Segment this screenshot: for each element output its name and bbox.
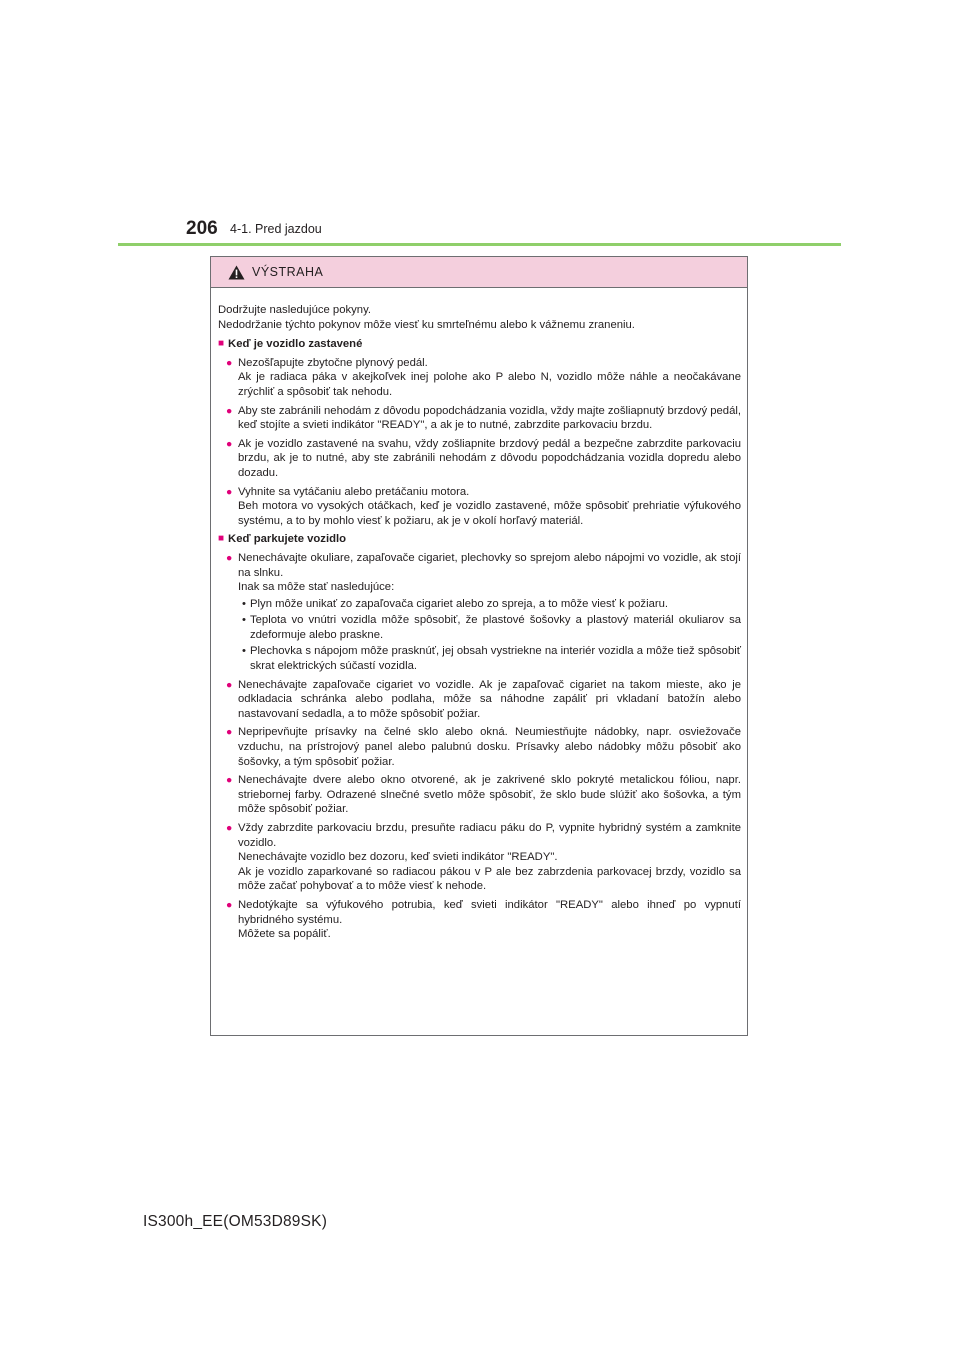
header-rule: [118, 243, 841, 246]
bullet-text: [238, 404, 741, 433]
warning-title: VÝSTRAHA: [252, 265, 324, 279]
sub-bullet-dot-icon: •: [242, 645, 246, 658]
bullet-line: Ak je radiaca páka v akejkoľvek inej polohe ako P alebo N, vozidlo môže náhle a neočakávane zrýchliť a spôsobiť tak nehodu.: [238, 371, 741, 398]
bullet-line: Vždy zabrzdite parkovaciu brzdu, presuňte radiacu páku do P, vypnite hybridný systém a zamknite vozidlo.: [238, 822, 741, 849]
bullet-line: Vyhnite sa vytáčaniu alebo pretáčaniu motora.: [238, 485, 470, 498]
document-code: IS300h_EE(OM53D89SK): [143, 1213, 328, 1230]
bullet-item: [226, 485, 741, 529]
bullet-item: [226, 821, 741, 894]
sub-bullet-text: Plechovka s nápojom môže prasknúť, jej obsah vystriekne na interiér vozidla a môže tiež spôsobiť skrat elektrických súčastí vozidla.: [250, 645, 741, 673]
bullet-item: [226, 437, 741, 481]
bullet-dot-icon: ●: [226, 356, 233, 369]
warning-header: [211, 257, 747, 288]
bullet-line: Nenechávajte vozidlo bez dozoru, keď svieti indikátor "READY".: [238, 851, 558, 864]
bullet-text: [238, 898, 741, 942]
sub-bullet-item: [238, 613, 741, 642]
bullet-text: [238, 725, 741, 769]
bullet-line: Môžete sa popáliť.: [238, 928, 331, 941]
bullet-line: Ak je vozidlo zastavené na svahu, vždy zošliapnite brzdový pedál a bezpečne zabrzdite parkovaciu brzdu, ak je to nutné, aby ste zabránili nehodám z dôvodu popodchádzania vozidla dopredu alebo dozadu.: [238, 437, 741, 479]
bullet-dot-icon: ●: [226, 774, 233, 787]
bullet-item: [226, 898, 741, 942]
section-heading: [218, 532, 741, 547]
bullet-line: Beh motora vo vysokých otáčkach, keď je vozidlo zastavené, môže spôsobiť prehriatie výfukového systému, a to by mohlo viesť k požiaru, ak je v okolí horľavý materiál.: [238, 500, 741, 527]
intro-line: Nedodržanie týchto pokynov môže viesť ku smrteľnému alebo k vážnemu zraneniu.: [218, 318, 635, 331]
bullet-dot-icon: ●: [226, 726, 233, 739]
bullet-line: Nezošľapujte zbytočne plynový pedál.: [238, 356, 428, 369]
bullet-item: [226, 356, 741, 400]
bullet-line: Nenechávajte okuliare, zapaľovače cigariet, plechovky so sprejom alebo nápojmi vo vozidle, ak stojí na slnku.: [238, 551, 741, 579]
bullet-dot-icon: ●: [226, 485, 233, 498]
bullet-dot-icon: ●: [226, 898, 233, 911]
intro-line: Dodržujte nasledujúce pokyny.: [218, 304, 372, 316]
bullet-text: [238, 551, 741, 674]
bullet-item: [226, 678, 741, 722]
bullet-line: Inak sa môže stať nasledujúce:: [238, 581, 395, 594]
warning-intro: [218, 303, 741, 332]
section-heading-text: Keď je vozidlo zastavené: [228, 338, 363, 351]
sub-bullet-text: Plyn môže unikať zo zapaľovača cigariet alebo zo spreja, a to môže viesť k požiaru.: [250, 597, 669, 610]
square-bullet-icon: ■: [218, 533, 225, 545]
bullet-dot-icon: ●: [226, 437, 233, 450]
warning-body: [211, 288, 747, 942]
page-number: 206: [186, 218, 218, 239]
bullet-text: [238, 678, 741, 722]
sub-bullet-dot-icon: •: [242, 597, 246, 610]
sub-bullet-text: Teplota vo vnútri vozidla môže spôsobiť, že plastové šošovky a plastový materiál okuliarov sa zdeformuje alebo praskne.: [250, 614, 741, 641]
bullet-text: [238, 356, 741, 400]
bullet-line: Nepripevňujte prísavky na čelné sklo alebo okná. Neumiestňujte nádobky, napr. osviežovače vzduchu, na prístrojový panel alebo palubnú dosku. Prísavky alebo nádobky môžu pôsobiť ako šošovky, a tým spôsobiť požiar.: [238, 726, 741, 768]
bullet-dot-icon: ●: [226, 822, 233, 834]
bullet-text: [238, 773, 741, 817]
sub-bullet-dot-icon: •: [242, 614, 246, 627]
bullet-line: Nenechávajte dvere alebo okno otvorené, ak je zakrivené sklo pokryté metalickou fóliou, napr. striebornej farby. Odrazené slnečné svetlo môže spôsobiť, že sklo bude slúžiť ako šošovka, a tým môže spôsobiť požiar.: [238, 774, 741, 816]
warning-triangle-icon: [228, 265, 245, 280]
bullet-item: [226, 725, 741, 769]
bullet-text: [238, 485, 741, 529]
bullet-line: Ak je vozidlo zaparkované so radiacou pákou v P ale bez zabrzdenia parkovacej brzdy, vozidlo sa môže začať pohybovať a to môže viesť k nehode.: [238, 865, 741, 893]
warning-box: [210, 256, 748, 1036]
bullet-dot-icon: ●: [226, 551, 233, 564]
bullet-item: [226, 551, 741, 674]
square-bullet-icon: ■: [218, 338, 225, 350]
section-heading: [218, 337, 741, 352]
bullet-text: [238, 437, 741, 481]
bullet-dot-icon: ●: [226, 404, 233, 417]
bullet-item: [226, 404, 741, 433]
bullet-line: Aby ste zabránili nehodám z dôvodu popodchádzania vozidla, vždy majte zošliapnutý brzdový pedál, keď stojíte a svieti indikátor "READY", a ak je to nutné, zabrzdite parkovaciu brzdu.: [238, 404, 742, 432]
section-title: 4-1. Pred jazdou: [230, 222, 322, 236]
sub-bullet-item: [238, 597, 741, 612]
bullet-line: Nenechávajte zapaľovače cigariet vo vozidle. Ak je zapaľovač cigariet na takom mieste, ako je odkladacia schránka alebo podlaha, môže sa náhodne zapáliť pri vkladaní batožín alebo nastavovaní sedadla, a to môže spôsobiť požiar.: [238, 678, 741, 720]
bullet-item: [226, 773, 741, 817]
sub-bullet-item: [238, 644, 741, 673]
bullet-dot-icon: ●: [226, 678, 233, 691]
bullet-line: Nedotýkajte sa výfukového potrubia, keď svieti indikátor "READY" alebo ihneď po vypnutí hybridného systému.: [238, 898, 741, 926]
bullet-text: [238, 821, 741, 894]
section-heading-text: Keď parkujete vozidlo: [228, 533, 347, 546]
